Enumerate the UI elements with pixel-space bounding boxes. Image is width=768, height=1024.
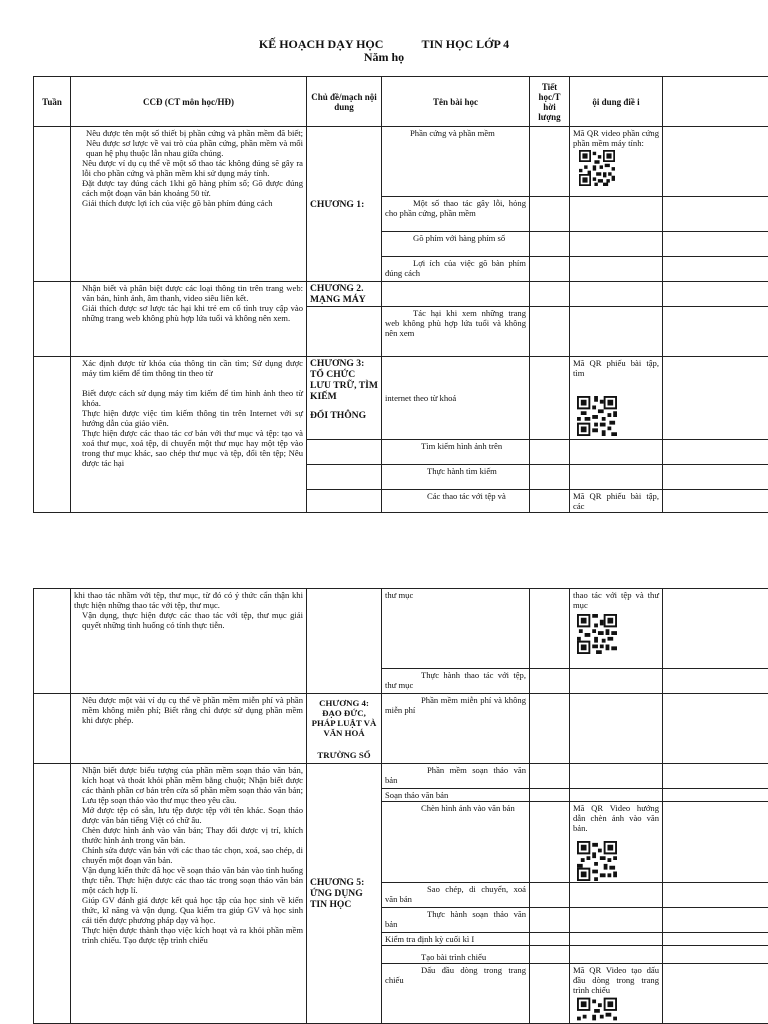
document-title: [0, 38, 768, 64]
note-cell: [570, 257, 663, 282]
week-cell: [34, 694, 71, 764]
ccd-text: Mở được tệp có sẵn, lưu tệp được tệp với tên khác. Soạn thảo được văn bản tiếng Việt có chữ âu.: [82, 805, 303, 825]
table-row: [34, 694, 768, 764]
ccd-text: Đặt được tay đúng cách 1khi gõ hàng phím số; Gõ được đúng cách một đoạn văn bản khoảng 50 từ.: [82, 178, 303, 198]
chapter-cell: [307, 589, 382, 694]
extra-cell: [663, 589, 768, 669]
extra-cell: [663, 908, 768, 933]
extra-cell: [663, 440, 768, 465]
note-cell: [570, 694, 663, 764]
note-cell: [570, 282, 663, 307]
period-cell: [530, 282, 570, 307]
lesson-cell: thư mục: [382, 589, 530, 669]
lesson-cell: [382, 282, 530, 307]
lesson-cell: [382, 883, 530, 908]
note-cell: [570, 669, 663, 694]
extra-cell: [663, 669, 768, 694]
header-row: [34, 77, 768, 127]
note-cell: [570, 197, 663, 232]
period-cell: [530, 764, 570, 789]
lesson-text: Phần mềm soạn thảo văn bản: [385, 765, 526, 785]
chapter-cell: CHƯƠNG 5: ỨNG DỤNG TIN HỌC: [307, 764, 382, 1024]
note-cell: [570, 127, 663, 197]
period-cell: [530, 257, 570, 282]
period-cell: [530, 908, 570, 933]
lesson-cell: [382, 908, 530, 933]
period-cell: [530, 933, 570, 946]
note-text: Mã QR video phần cứng phần mềm máy tính:: [573, 128, 659, 148]
ccd-text: Nhận biết được biểu tượng của phần mềm soạn thảo văn bản, kích hoạt và thoát khỏi phần mềm bằng chuột; Nhận biết được các thành phần cơ bản trên cửa sổ phần mềm soạn thảo văn bản; Lưu tệp soạn thảo vào thư mục theo yêu cầu.: [82, 765, 303, 805]
chapter-title: ĐỔI THÔNG: [310, 410, 367, 421]
note-cell: [570, 465, 663, 490]
period-cell: [530, 307, 570, 357]
table-row: [34, 282, 768, 307]
chapter-title: TRƯỜNG SỐ: [317, 749, 371, 760]
lesson-cell: Phần cứng và phần mềm: [382, 127, 530, 197]
chapter-cell: [307, 440, 382, 465]
week-cell: [34, 357, 71, 513]
ccd-text: Vận dụng, thực hiện được các thao tác với tệp, thư mục giải quyết những tình huống có tính thực tiễn.: [82, 610, 303, 630]
table-row: [34, 589, 768, 669]
lesson-text: Tác hại khi xem những trang web không phù hợp lứa tuổi và không nên xem: [385, 308, 526, 338]
ccd-text: Chỉnh sửa được văn bản với các thao tác chọn, xoá, sao chép, di chuyển một đoạn văn bản.: [82, 845, 303, 865]
lesson-text: Các thao tác với tệp và: [427, 491, 506, 501]
chapter-title: TỔ CHỨC LƯU TRỮ, TÌM KIẾM: [310, 369, 378, 402]
period-cell: [530, 789, 570, 802]
ccd-cell: [71, 127, 307, 282]
lesson-cell: [382, 257, 530, 282]
note-cell: [570, 357, 663, 440]
week-cell: [34, 282, 71, 357]
lesson-cell: Kiểm tra định kỳ cuối kì I: [382, 933, 530, 946]
period-cell: [530, 197, 570, 232]
ccd-text: Thực hiện được các thao tác cơ bản với thư mục và tệp: tạo và xoá thư mục, xoá tệp, di chuyển một thư mục hay một tệp vào trong thư mục khác, sao chép thư mục và tệp, đổi tên tệp; Nêu được tác hại: [82, 428, 303, 468]
note-cell: [570, 883, 663, 908]
period-cell: [530, 669, 570, 694]
period-cell: [530, 964, 570, 1024]
note-cell: [570, 589, 663, 669]
qr-code-icon: [577, 612, 617, 656]
ccd-text: Thực hiện được thành thạo việc kích hoạt và ra khỏi phần mềm trình chiếu. Tạo được tệp trình chiếu: [82, 925, 303, 945]
ccd-text: Giải thích được sơ lược tác hại khi trẻ em cố tình truy cập vào những trang web không phù hợp lứa tuổi và không nên xem.: [82, 303, 303, 323]
ccd-text: Chèn được hình ảnh vào văn bản; Thay đổi được vị trí, khích thước hình ảnh trong văn bản.: [82, 825, 303, 845]
col-header-tenbai: Tên bài học: [382, 77, 530, 127]
extra-cell: [663, 764, 768, 789]
period-cell: [530, 465, 570, 490]
ccd-cell: [71, 282, 307, 357]
lesson-text: Thực hành thao tác với tệp, thư mục: [385, 670, 526, 690]
qr-code-icon: [577, 394, 617, 438]
week-cell: [34, 589, 71, 694]
extra-cell: [663, 694, 768, 764]
lesson-cell: [382, 802, 530, 883]
period-cell: [530, 694, 570, 764]
extra-cell: [663, 282, 768, 307]
extra-cell: [663, 127, 768, 197]
extra-cell: [663, 946, 768, 964]
chapter-cell: [307, 694, 382, 764]
plan-table-page-1: [33, 76, 768, 513]
chapter-cell: CHƯƠNG 2. MẠNG MÁY: [307, 282, 382, 307]
extra-cell: [663, 257, 768, 282]
note-cell: [570, 307, 663, 357]
extra-cell: [663, 789, 768, 802]
lesson-text: Sao chép, di chuyển, xoá văn bản: [385, 884, 526, 904]
extra-cell: [663, 357, 768, 440]
lesson-text: Phần mềm miễn phí và không miễn phí: [385, 695, 526, 715]
table-row: [34, 357, 768, 440]
lesson-cell: internet theo từ khoá: [382, 357, 530, 440]
extra-cell: [663, 232, 768, 257]
qr-code-icon: [577, 841, 617, 881]
ccd-text: Xác định được từ khóa của thông tin cần tìm; Sử dụng được máy tìm kiếm để tìm thông tin theo từ: [82, 358, 303, 378]
extra-cell: [663, 307, 768, 357]
qr-code-icon: [577, 150, 617, 186]
lesson-text: Lợi ích của việc gõ bàn phím đúng cách: [385, 258, 526, 278]
period-cell: [530, 802, 570, 883]
chapter-title: CHƯƠNG 3:: [310, 358, 365, 369]
period-cell: [530, 883, 570, 908]
period-cell: [530, 946, 570, 964]
note-cell: [570, 802, 663, 883]
table-row: [34, 127, 768, 197]
ccd-cell: [71, 589, 307, 694]
extra-cell: [663, 964, 768, 1024]
extra-cell: [663, 933, 768, 946]
col-header-tiet: Tiết học/T hời lượng: [530, 77, 570, 127]
plan-table-page-2: [33, 588, 768, 1024]
lesson-text: Tạo bài trình chiếu: [421, 952, 487, 962]
note-cell: [570, 964, 663, 1024]
col-header-tuan: Tuần: [34, 77, 71, 127]
col-header-noidung: ội dung điề i: [570, 77, 663, 127]
chapter-cell: [307, 490, 382, 513]
lesson-cell: [382, 490, 530, 513]
ccd-cell: [71, 764, 307, 1024]
lesson-text: Dấu đầu dòng trong trang chiếu: [385, 965, 526, 985]
note-cell: Mã QR phiếu bài tập, các: [570, 490, 663, 513]
lesson-cell: [382, 669, 530, 694]
note-cell: [570, 232, 663, 257]
lesson-text: Chèn hình ảnh vào văn bản: [421, 803, 515, 813]
week-cell: [34, 764, 71, 1024]
col-header-ccd: CCĐ (CT môn học/HĐ): [71, 77, 307, 127]
note-cell: [570, 933, 663, 946]
col-header-extra: [663, 77, 768, 127]
note-text: Mã QR phiếu bài tập, tìm: [573, 358, 659, 378]
chapter-cell: [307, 357, 382, 440]
chapter-cell: CHƯƠNG 1:: [307, 127, 382, 282]
col-header-chude: Chủ đề/mạch nội dung: [307, 77, 382, 127]
note-text: Mã QR Video hướng dẫn chèn ảnh vào văn bản.: [573, 803, 659, 833]
period-cell: [530, 490, 570, 513]
period-cell: [530, 357, 570, 440]
lesson-cell: [382, 307, 530, 357]
table-row: [34, 764, 768, 789]
plan-title: KẾ HOẠCH DẠY HỌC: [258, 37, 384, 51]
period-cell: [530, 127, 570, 197]
ccd-text: khi thao tác nhầm với tệp, thư mục, từ đó có ý thức cẩn thận khi thực hiện những thao tác với tệp, thư mục.: [74, 590, 303, 610]
ccd-cell: [71, 694, 307, 764]
extra-cell: [663, 197, 768, 232]
note-cell: [570, 946, 663, 964]
lesson-text: Gõ phím với hàng phím số: [413, 233, 506, 243]
lesson-cell: [382, 465, 530, 490]
ccd-text: Thực hiện được việc tìm kiếm thông tin trên Internet với sự hướng dẫn của giáo viên.: [82, 408, 303, 428]
ccd-text: Biết được cách sử dụng máy tìm kiếm để tìm hình ảnh theo từ khóa.: [82, 388, 303, 408]
qr-code-icon: [577, 997, 617, 1021]
note-cell: [570, 789, 663, 802]
school-year: Năm họ: [363, 50, 405, 64]
lesson-cell: [382, 694, 530, 764]
lesson-text: Tìm kiếm hình ảnh trên: [421, 441, 503, 451]
ccd-text: Nêu được ví dụ cụ thể về một số thao tác không đúng sẽ gây ra lỗi cho phần cứng và phần mềm khi sử dụng máy tính.: [82, 158, 303, 178]
note-cell: [570, 908, 663, 933]
note-cell: [570, 440, 663, 465]
subject-title: TIN HỌC LỚP 4: [421, 37, 510, 51]
lesson-cell: [382, 764, 530, 789]
ccd-cell: [71, 357, 307, 513]
extra-cell: [663, 802, 768, 883]
note-cell: [570, 764, 663, 789]
extra-cell: [663, 490, 768, 513]
lesson-cell: [382, 440, 530, 465]
period-cell: [530, 232, 570, 257]
note-text: Mã QR Video tạo dấu đầu dòng trong trang trình chiếu: [573, 965, 659, 995]
ccd-text: Nhận biết và phân biệt được các loại thông tin trên trang web: văn bản, hình ảnh, âm thanh, video siêu liên kết.: [82, 283, 303, 303]
lesson-cell: [382, 197, 530, 232]
lesson-text: Thực hành soạn thảo văn bản: [385, 909, 526, 929]
ccd-text: Nêu được tên một số thiết bị phần cứng và phần mềm đã biết; Nêu được sơ lược về vai trò của phần cứng, phần mềm và mối quan hệ phụ thuộc lẫn nhau giữa chúng.: [86, 128, 303, 158]
ccd-text: Giúp GV đánh giá được kết quả học tập của học sinh về kiến thức, kĩ năng và vận dụng. Qua kiểm tra giúp GV và học sinh cải tiến được phương pháp dạy và học.: [82, 895, 303, 925]
lesson-cell: [382, 232, 530, 257]
chapter-title: CHƯƠNG 4: ĐẠO ĐỨC, PHÁP LUẬT VÀ VĂN HOÁ: [311, 697, 377, 738]
extra-cell: [663, 883, 768, 908]
ccd-text: Vận dụng kiến thức đã học về soạn thảo văn bản vào tình huống thực tiễn. Thực hiện được các thao tác trong soạn thảo văn bản một cách hợp lí.: [82, 865, 303, 895]
period-cell: [530, 440, 570, 465]
extra-cell: [663, 465, 768, 490]
lesson-cell: Soạn thảo văn bản: [382, 789, 530, 802]
period-cell: [530, 589, 570, 669]
lesson-text: Một số thao tác gây lỗi, hỏng cho phần cứng, phần mềm: [385, 198, 526, 218]
lesson-cell: [382, 946, 530, 964]
note-text: thao tác với tệp và thư mục: [573, 590, 659, 610]
week-cell: [34, 127, 71, 282]
ccd-text: Nêu được một vài ví dụ cụ thể về phần mềm miễn phí và phần mềm không miễn phí; Biết rằng chỉ được sử dụng phần mềm khi được phép.: [82, 695, 303, 725]
lesson-text: Thực hành tìm kiếm: [427, 466, 497, 476]
ccd-text: Giải thích được lợi ích của việc gõ bàn phím đúng cách: [82, 198, 273, 208]
lesson-cell: [382, 964, 530, 1024]
chapter-cell: [307, 465, 382, 490]
chapter-cell: [307, 307, 382, 357]
